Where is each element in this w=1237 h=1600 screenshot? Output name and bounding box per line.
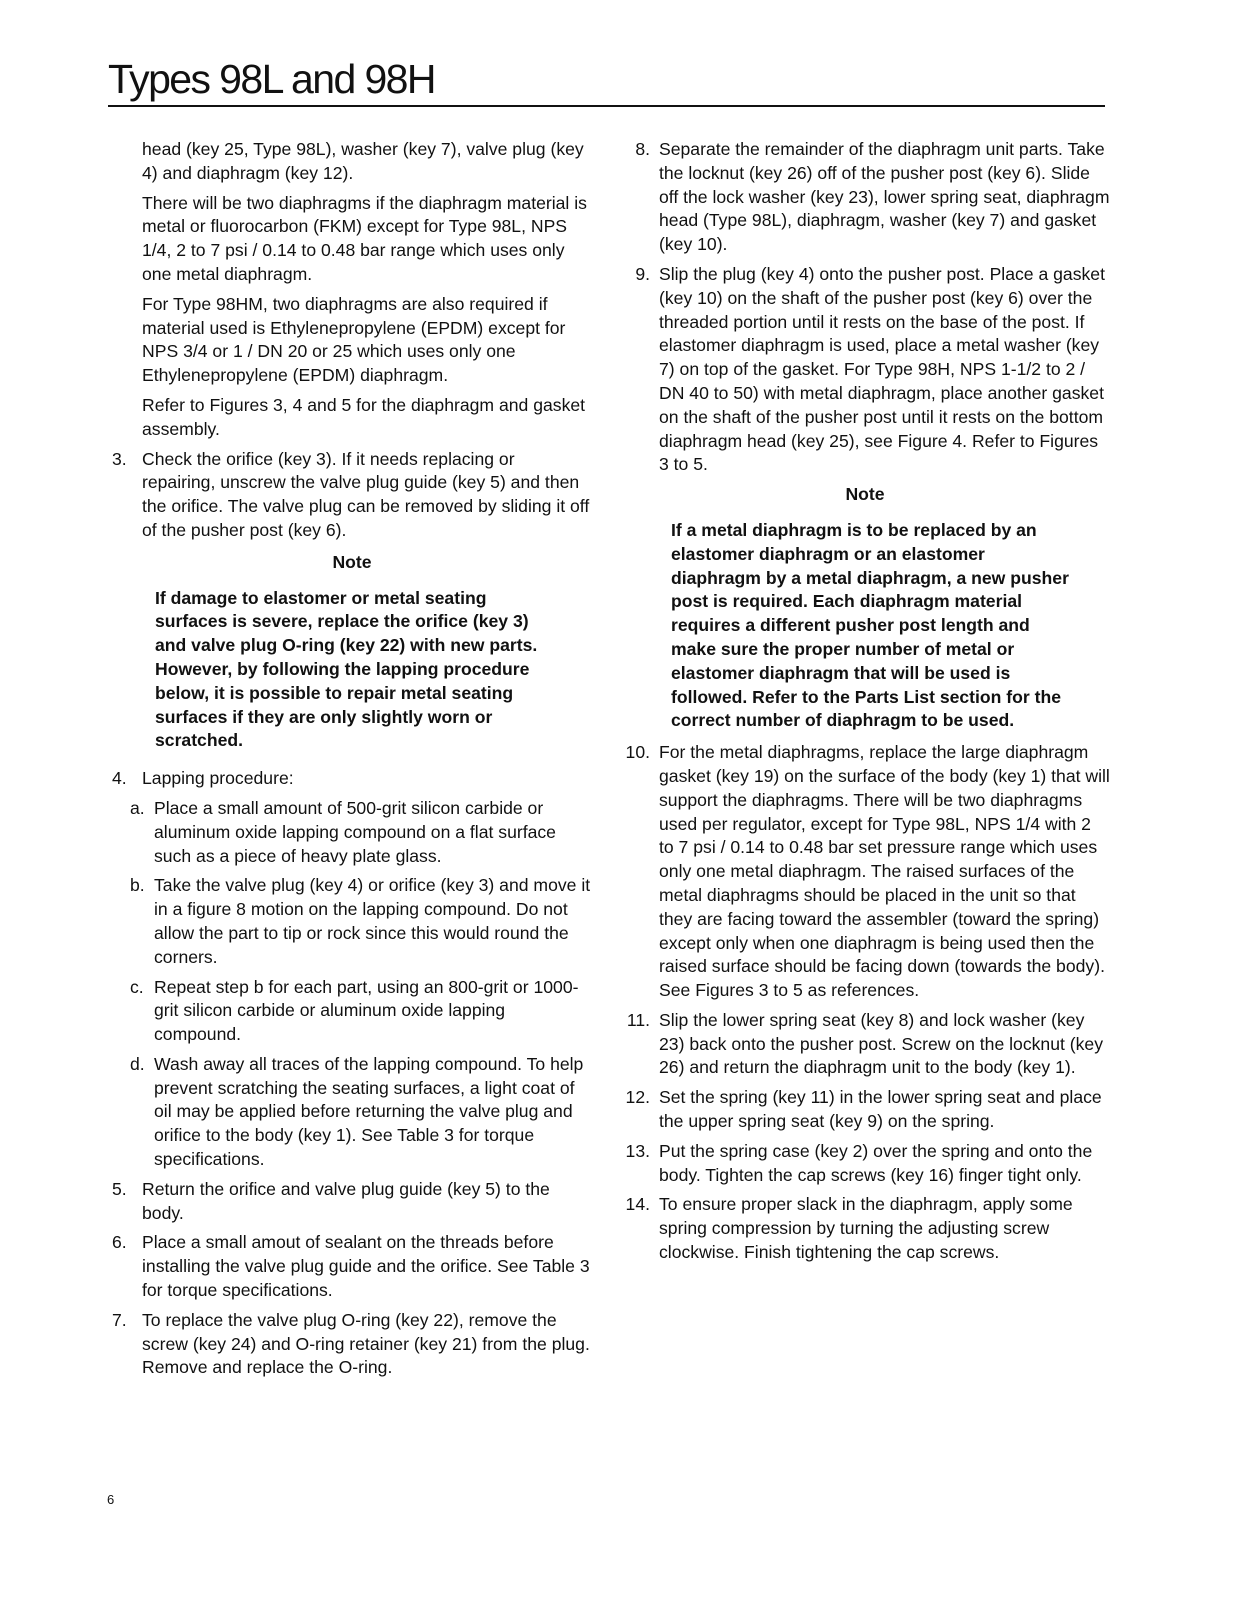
substep-text: Wash away all traces of the lapping compound. To help prevent scratching the seating surfaces, a light coat of oil may be applied before returning the valve plug and orifice to the body (key 1). See Table 3 for torque specifications. [154,1053,584,1170]
step-7 [112,1309,592,1380]
step-number: 6. [112,1232,127,1253]
step-text: Lapping procedure: [142,768,294,789]
step-14 [620,1193,1110,1264]
step-text: To replace the valve plug O-ring (key 22), remove the screw (key 24) and O-ring retainer (key 21) from the plug. Remove and replace the O-ring. [142,1309,590,1378]
substep-letter: a. [130,797,145,818]
paragraph-refer-figures: Refer to Figures 3, 4 and 5 for the diaphragm and gasket assembly. [142,394,586,439]
step-number: 11. [626,1009,650,1030]
page-number: 6 [107,1492,115,1507]
step-text: Return the orifice and valve plug guide (key 5) to the body. [142,1178,550,1223]
page-title: Types 98L and 98H [108,56,435,102]
step-13 [620,1140,1110,1188]
substep-d [112,1053,592,1172]
substep-c [112,976,592,1047]
step-number: 10. [625,742,650,763]
step-text: Set the spring (key 11) in the lower spring seat and place the upper spring seat (key 9) on the spring. [659,1087,1102,1132]
step-text: Slip the plug (key 4) onto the pusher post. Place a gasket (key 10) on the shaft of the pusher post (key 6) over the threaded portion until it rests on the base of the post. If elastomer diaphragm is used, place a metal washer (key 7) on top of the gasket. For Type 98H, NPS 1-1/2 to 2 / DN 40 to 50) with metal diaphragm, place another gasket on the shaft of the pusher post until it rests on the bottom diaphragm head (key 25), see Figure 4. Refer to Figures 3 to 5. [659,263,1105,475]
substep-letter: c. [130,976,144,997]
step-11 [620,1009,1110,1080]
substep-text: Place a small amount of 500-grit silicon carbide or aluminum oxide lapping compound on a flat surface such as a piece of heavy plate glass. [154,797,556,866]
step-number: 4. [112,768,127,789]
step-text: Place a small amout of sealant on the threads before installing the valve plug guide and the orifice. See Table 3 for torque specifications. [142,1232,590,1301]
step-8 [620,138,1110,257]
substep-text: Take the valve plug (key 4) or orifice (key 3) and move it in a figure 8 motion on the lapping compound. Do not allow the part to tip or rock since this would round the corners. [154,875,591,967]
step-number: 7. [112,1309,127,1330]
step-5 [112,1178,592,1226]
step-number: 5. [112,1178,127,1199]
step-number: 9. [635,263,650,284]
step-12 [620,1086,1110,1134]
step-text: Check the orifice (key 3). If it needs replacing or repairing, unscrew the valve plug guide (key 5) and then the orifice. The valve plug can be removed by sliding it off of the pusher post (key 6). [142,448,590,540]
step-number: 12. [625,1087,650,1108]
paragraph-continued: head (key 25, Type 98L), washer (key 7), valve plug (key 4) and diaphragm (key 12). [142,139,584,183]
step-text: Put the spring case (key 2) over the spring and onto the body. Tighten the cap screws (key 16) finger tight only. [659,1140,1093,1185]
step-9 [620,263,1110,477]
step-text: For the metal diaphragms, replace the large diaphragm gasket (key 19) on the surface of the body (key 1) that will support the diaphragms. There will be two diaphragms used per regulator, except for Type 98L, NPS 1/4 with 2 to 7 psi / 0.14 to 0.48 bar set pressure range which uses only one metal diaphragm. The raised surfaces of the metal diaphragms should be placed in the unit so that they are facing toward the assembler (toward the spring) except only when one diaphragm is being used then the raised surface should be facing down (towards the body). See Figures 3 to 5 as references. [659,742,1110,1001]
step-10 [620,741,1110,1003]
substep-letter: b. [130,875,145,896]
step-text: To ensure proper slack in the diaphragm, apply some spring compression by turning the adjusting screw clockwise. Finish tightening the cap screws. [659,1194,1073,1263]
step-6 [112,1231,592,1302]
note-heading: Note [845,484,885,505]
step-text: Slip the lower spring seat (key 8) and lock washer (key 23) back onto the pusher post. Screw on the locknut (key 26) and return the diaphragm unit to the body (key 1). [659,1009,1104,1078]
note-text: If damage to elastomer or metal seating surfaces is severe, replace the orifice (key 3) and valve plug O-ring (key 22) with new parts. However, by following the lapping procedure below, it is possible to repair metal seating surfaces if they are only slightly worn or scratched. [155,587,538,751]
step-number: 14. [625,1194,650,1215]
substep-b [112,874,592,969]
step-3 [112,448,592,543]
substep-letter: d. [130,1053,145,1074]
step-number: 8. [635,139,650,159]
left-column [112,138,592,1386]
substep-text: Repeat step b for each part, using an 800-grit or 1000-grit silicon carbide or aluminum oxide lapping compound. [154,976,579,1045]
header-rule [108,105,1105,107]
paragraph-two-diaphragms: There will be two diaphragms if the diaphragm material is metal or fluorocarbon (FKM) except for Type 98L, NPS 1/4, 2 to 7 psi / 0.14 to 0.48 bar range which uses only one metal diaphragm. [142,192,587,284]
step-4 [112,767,592,791]
right-column [620,138,1110,1271]
note-heading: Note [332,551,372,572]
step-number: 3. [112,448,127,469]
substep-a [112,797,592,868]
step-number: 13. [625,1140,650,1161]
note-text: If a metal diaphragm is to be replaced by an elastomer diaphragm or an elastomer diaphragm by a metal diaphragm, a new pusher post is required. Each diaphragm material requires a different pusher post length and make sure the proper number of metal or elastomer diaphragm that will be used is followed. Refer to the Parts List section for the correct number of diaphragm to be used. [671,519,1069,731]
paragraph-98hm: For Type 98HM, two diaphragms are also required if material used is Ethylenepropylene (EPDM) except for NPS 3/4 or 1 / DN 20 or 25 which uses only one Ethylenepropylene (EPDM) diaphragm. [142,293,566,386]
step-text: Separate the remainder of the diaphragm unit parts. Take the locknut (key 26) off of the pusher post (key 6). Slide off the lock washer (key 23), lower spring seat, diaphragm head (Type 98L), diaphragm, washer (key 7) and gasket (key 10). [659,139,1110,255]
